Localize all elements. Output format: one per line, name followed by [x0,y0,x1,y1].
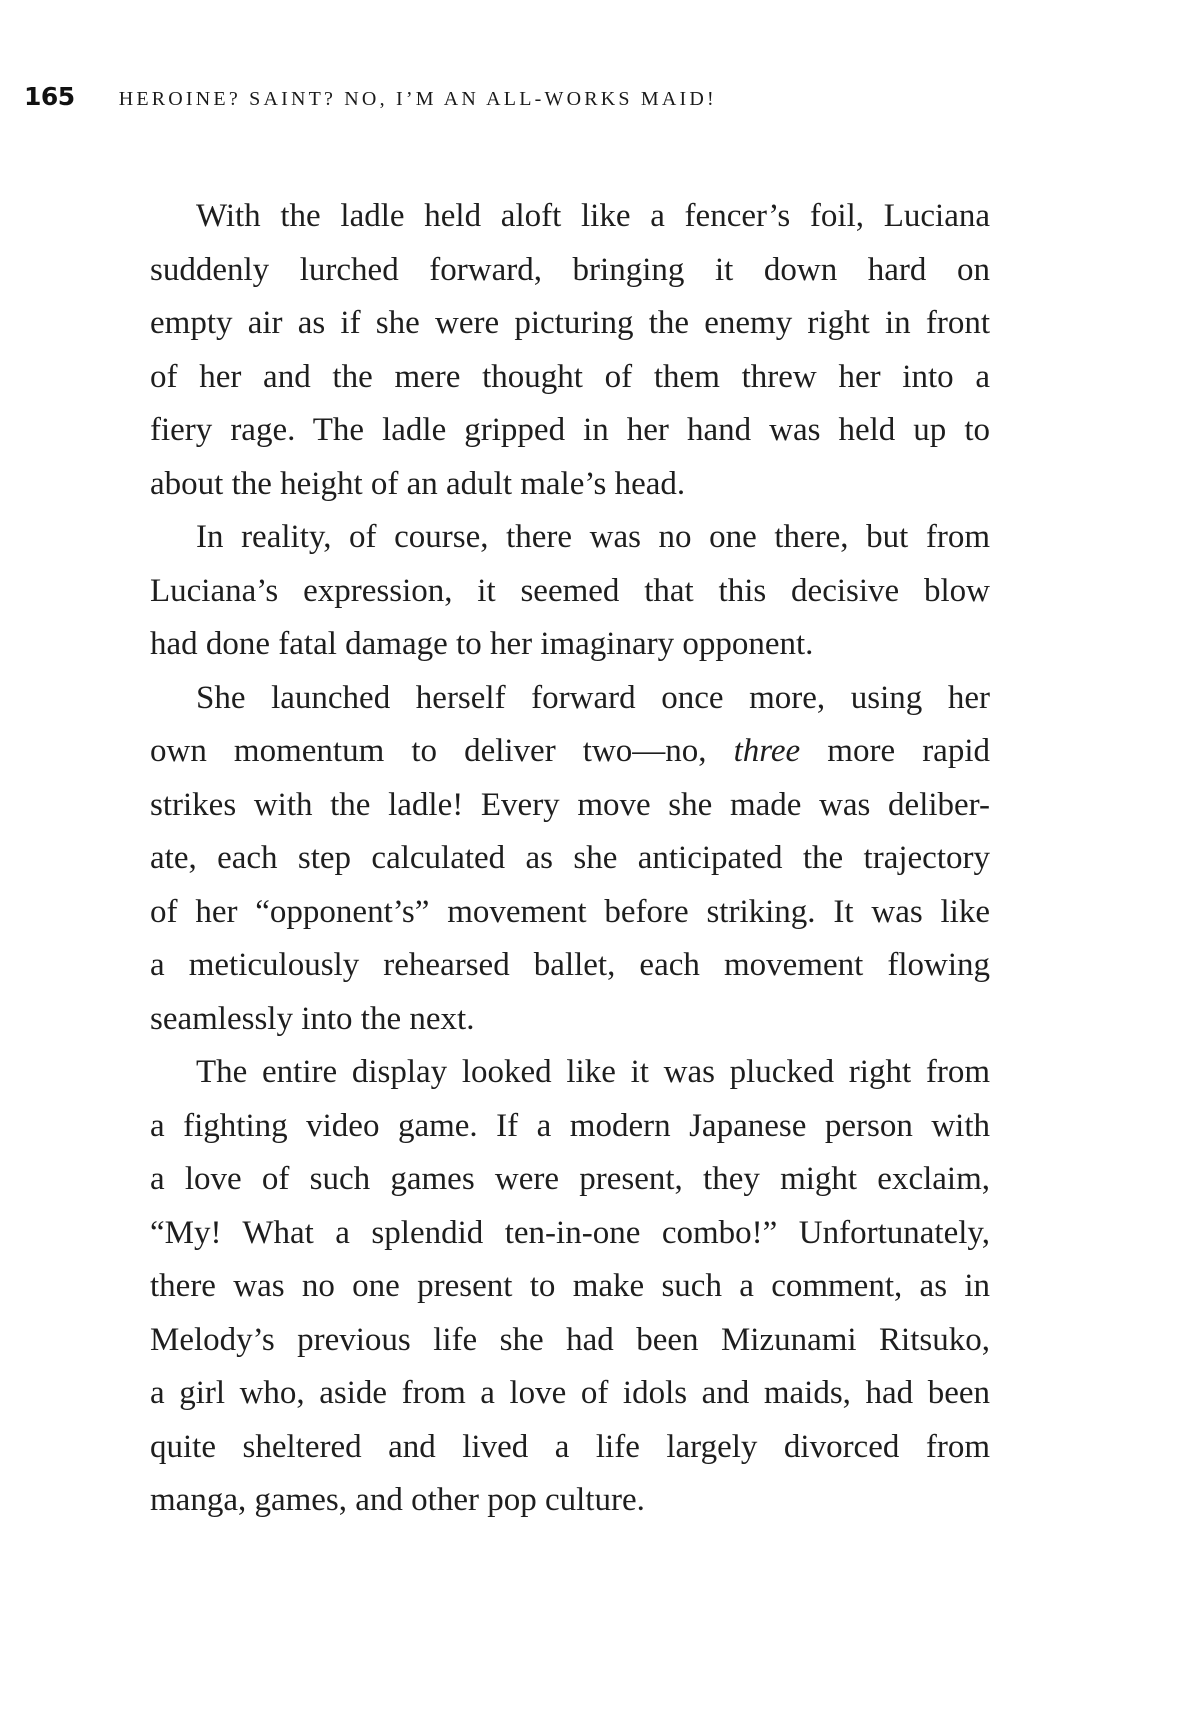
text-line: of her “opponent’s” movement before striking. It was like [150,893,990,930]
text-run: own momentum to deliver two—no, [150,733,734,769]
page-number: 165 [24,82,75,111]
running-head [24,82,717,122]
text-line-with-emphasis [150,725,990,779]
text-line: She launched herself forward once more, using her [196,679,990,716]
text-line: a meticulously rehearsed ballet, each movement flowing [150,947,990,983]
text-line: The entire display looked like it was plucked right from [196,1054,990,1090]
text-line: With the ladle held aloft like a fencer’s foil, Luciana [196,198,990,234]
text-line: In reality, of course, there was no one there, but from [196,519,990,555]
text-line: of her and the mere thought of them threw her into a [150,358,990,395]
text-line: a fighting video game. If a modern Japanese person with [150,1107,990,1144]
paragraph-1 [150,190,990,511]
text-line: “My! What a splendid ten-in-one combo!” Unfortunately, [150,1214,990,1251]
body-text [150,190,990,1528]
text-line: had done fatal damage to her imaginary opponent. [150,626,814,662]
text-line: there was no one present to make such a comment, as in [150,1268,990,1304]
text-line: Melody’s previous life she had been Mizunami Ritsuko, [150,1321,990,1358]
text-line: suddenly lurched forward, bringing it down hard on [150,251,990,288]
text-line: ate, each step calculated as she anticipated the trajectory [150,840,990,876]
text-line: empty air as if she were picturing the enemy right in front [150,305,990,341]
text-run: more rapid [800,733,990,769]
text-line: strikes with the ladle! Every move she made was deliber- [150,786,990,823]
text-line: a love of such games were present, they might exclaim, [150,1161,990,1197]
text-line: manga, games, and other pop culture. [150,1482,645,1518]
emphasized-word: three [733,733,801,769]
paragraph-4 [150,1046,990,1528]
text-line: Luciana’s expression, it seemed that this decisive blow [150,572,990,609]
text-line: a girl who, aside from a love of idols and maids, had been [150,1375,990,1411]
text-line: fiery rage. The ladle gripped in her hand was held up to [150,412,990,448]
text-line: about the height of an adult male’s head. [150,465,686,502]
text-line: quite sheltered and lived a life largely divorced from [150,1428,990,1465]
book-title: HEROINE? SAINT? NO, I’M AN ALL-WORKS MAID! [118,88,717,110]
paragraph-3 [150,672,990,1047]
paragraph-2 [150,511,990,672]
text-line: seamlessly into the next. [150,1000,475,1037]
